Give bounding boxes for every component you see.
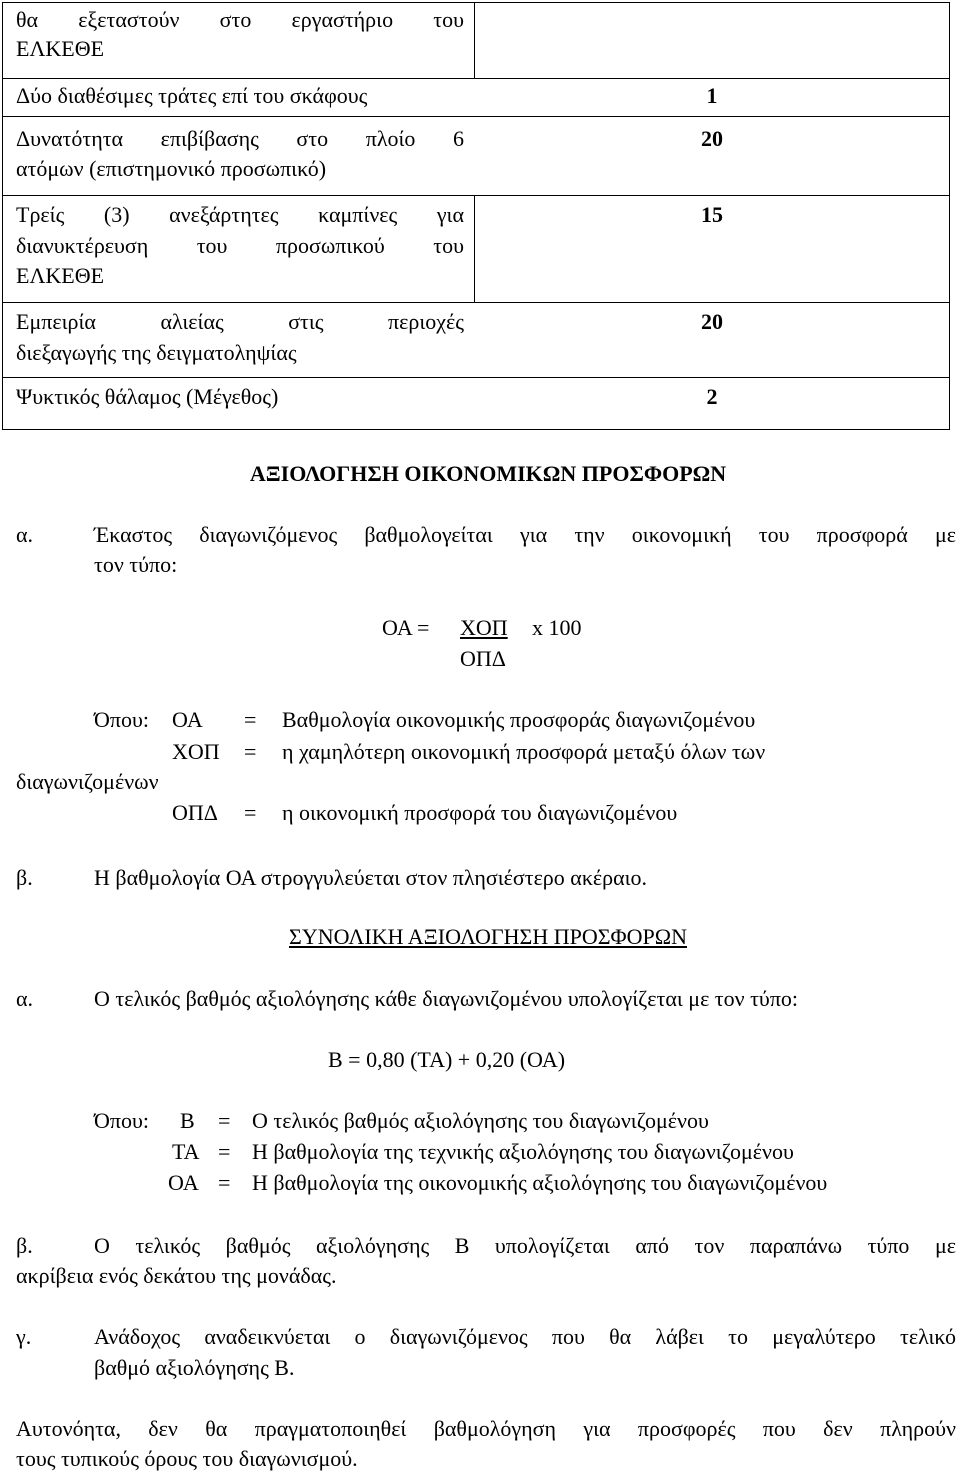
def-text: η οικονομική προσφορά του διαγωνιζομένου — [282, 800, 678, 825]
def-symbol: Β — [180, 1108, 195, 1133]
where-label: Όπου: — [94, 1108, 149, 1133]
table-border-top — [2, 2, 950, 3]
table-divider — [2, 78, 950, 79]
table-divider — [2, 302, 950, 303]
table-divider — [2, 116, 950, 117]
def-text: Η βαθμολογία της οικονομικής αξιολόγησης του διαγωνιζομένου — [252, 1170, 828, 1195]
paragraph-line: βαθμό αξιολόγησης Β. — [94, 1355, 295, 1380]
table-cell-text: Δυνατότητα επιβίβασης στο πλοίο 6 — [16, 126, 464, 151]
item-label: β. — [16, 1233, 33, 1258]
table-cell-text: Δύο διαθέσιμες τράτες επί του σκάφους — [16, 83, 368, 108]
table-border-left — [2, 2, 3, 430]
table-cell-text: ΕΛΚΕΘΕ — [16, 36, 105, 61]
table-border-bottom — [2, 429, 950, 430]
def-symbol: ΟΠΔ — [172, 800, 218, 825]
table-cell-text: ατόμων (επιστημονικό προσωπικό) — [16, 156, 327, 181]
formula-multiplier: x 100 — [532, 615, 582, 640]
paragraph-line: ακρίβεια ενός δεκάτου της μονάδας. — [16, 1263, 337, 1288]
table-cell-value: 2 — [706, 384, 718, 409]
def-symbol: ΤΑ — [172, 1139, 200, 1164]
def-text: Η βαθμολογία της τεχνικής αξιολόγησης του διαγωνιζομένου — [252, 1139, 794, 1164]
table-cell-text: Εμπειρία αλιείας στις περιοχές — [16, 309, 464, 334]
paragraph-line: τον τύπο: — [94, 552, 178, 577]
def-equals: = — [244, 800, 257, 825]
paragraph-line: τους τυπικούς όρους του διαγωνισμού. — [16, 1446, 358, 1471]
table-column-divider — [474, 2, 475, 78]
table-cell-value: 15 — [701, 202, 723, 227]
def-text: Βαθμολογία οικονομικής προσφοράς διαγωνιζομένου — [282, 707, 756, 732]
paragraph-line: Ο τελικός βαθμός αξιολόγησης κάθε διαγωνιζομένου υπολογίζεται με τον τύπο: — [94, 986, 799, 1011]
table-cell-text: θα εξεταστούν στο εργαστήριο του — [16, 7, 464, 32]
def-text: η χαμηλότερη οικονομική προσφορά μεταξύ όλων των — [282, 739, 766, 764]
paragraph-line: Η βαθμολογία ΟΑ στρογγυλεύεται στον πλησιέστερο ακέραιο. — [94, 865, 648, 890]
table-cell-value: 20 — [701, 309, 723, 334]
table-cell-text: ΕΛΚΕΘΕ — [16, 263, 105, 288]
table-cell-value: 1 — [706, 83, 718, 108]
formula-lhs: ΟΑ = — [382, 615, 430, 640]
def-equals: = — [218, 1108, 231, 1133]
formula-b: Β = 0,80 (ΤΑ) + 0,20 (ΟΑ) — [328, 1047, 566, 1072]
table-divider — [2, 377, 950, 378]
def-symbol: ΧΟΠ — [172, 739, 220, 764]
paragraph-line: Ο τελικός βαθμός αξιολόγησης Β υπολογίζεται από τον παραπάνω τύπο με — [94, 1233, 956, 1258]
table-cell-text: διανυκτέρευση του προσωπικού του — [16, 233, 464, 258]
table-cell-text: διεξαγωγής της δειγματοληψίας — [16, 340, 297, 365]
def-equals: = — [244, 707, 257, 732]
def-equals: = — [218, 1139, 231, 1164]
item-label: α. — [16, 986, 34, 1011]
table-cell-value: 20 — [701, 126, 723, 151]
def-text: Ο τελικός βαθμός αξιολόγησης του διαγωνιζομένου — [252, 1108, 709, 1133]
paragraph-line: Αυτονόητα, δεν θα πραγματοποιηθεί βαθμολόγηση για προσφορές που δεν πληρούν — [16, 1416, 956, 1441]
section-title-economic: ΑΞΙΟΛΟΓΗΣΗ ΟΙΚΟΝΟΜΙΚΩΝ ΠΡΟΣΦΟΡΩΝ — [249, 461, 727, 486]
def-text-continued: διαγωνιζομένων — [16, 769, 159, 794]
formula-numerator: ΧΟΠ — [460, 615, 508, 640]
def-symbol: ΟΑ — [168, 1170, 199, 1195]
item-label: β. — [16, 865, 33, 890]
where-label: Όπου: — [94, 707, 149, 732]
table-cell-text: Τρείς (3) ανεξάρτητες καμπίνες για — [16, 202, 464, 227]
table-divider — [2, 195, 950, 196]
def-equals: = — [244, 739, 257, 764]
paragraph-line: Ανάδοχος αναδεικνύεται ο διαγωνιζόμενος που θα λάβει το μεγαλύτερο τελικό — [94, 1324, 956, 1349]
paragraph-line: Έκαστος διαγωνιζόμενος βαθμολογείται για την οικονομική του προσφορά με — [94, 522, 956, 547]
table-cell-text: Ψυκτικός θάλαμος (Μέγεθος) — [16, 384, 279, 409]
item-label: α. — [16, 522, 34, 547]
def-symbol: ΟΑ — [172, 707, 203, 732]
section-title-total: ΣΥΝΟΛΙΚΗ ΑΞΙΟΛΟΓΗΣΗ ΠΡΟΣΦΟΡΩΝ — [289, 924, 687, 949]
def-equals: = — [218, 1170, 231, 1195]
formula-denominator: ΟΠΔ — [460, 646, 506, 671]
item-label: γ. — [16, 1324, 32, 1349]
